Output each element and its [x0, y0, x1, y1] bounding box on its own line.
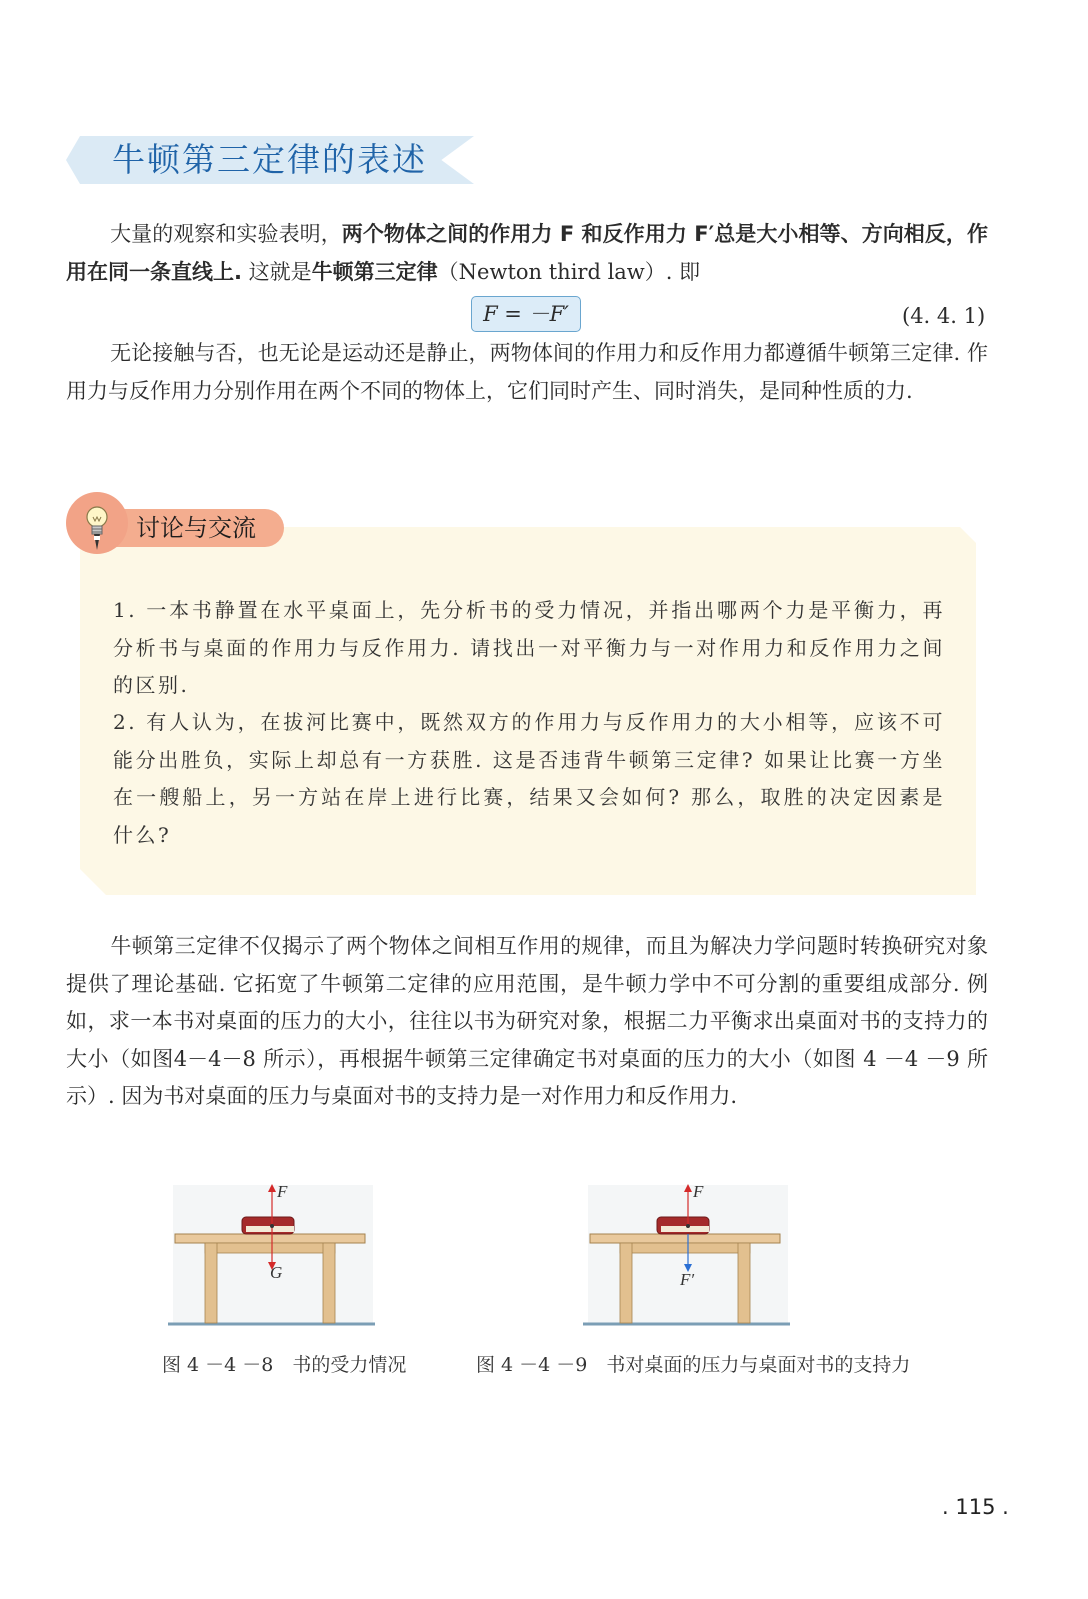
- para1-bold-statement: 两个物体之间的作用力 F 和反作用力 F′总是大小相等、方向相反，作用在同一条直线上.: [66, 222, 988, 284]
- label-support-F: F: [693, 1182, 704, 1201]
- formula-box: F = －F′: [471, 296, 581, 332]
- paragraph-explanation: [66, 335, 988, 410]
- paragraph-application: [66, 928, 988, 1116]
- discussion-question-2: [113, 704, 945, 854]
- para1-text-3: （Newton third law）. 即: [437, 259, 701, 284]
- label-pressure-F-prime: F′: [680, 1270, 695, 1289]
- caption-figure-4-4-8: 图 4 －4 －8 书的受力情况: [162, 1354, 407, 1376]
- para1-text-2: 这就是: [241, 259, 312, 284]
- para1-bold-term: 牛顿第三定律: [311, 259, 438, 284]
- para1-text-1: 大量的观察和实验表明，: [110, 222, 342, 246]
- label-force-F: F: [277, 1182, 288, 1201]
- para3-text: 牛顿第三定律不仅揭示了两个物体之间相互作用的规律，而且为解决力学问题时转换研究对象提供了理论基础. 它拓宽了牛顿第二定律的应用范围，是牛顿力学中不可分割的重要组成部分. 例如，求一本书对桌面的压力的大小，往往以书为研究对象，根据二力平衡求出桌面对书的支持力的大小（如图4－4－8 所示），再根据牛顿第三定律确定书对桌面的压力的大小（如图 4 －4 －9 所示）. 因为书对桌面的压力与桌面对书的支持力是一对作用力和反作用力.: [66, 934, 988, 1108]
- para2-text: 无论接触与否，也无论是运动还是静止，两物体间的作用力和反作用力都遵循牛顿第三定律. 作用力与反作用力分别作用在两个不同的物体上，它们同时产生、同时消失，是同种性质的力.: [66, 341, 988, 403]
- paragraph-third-law: [66, 216, 988, 291]
- discussion-title: 讨论与交流: [136, 514, 256, 542]
- lightbulb-icon: [66, 492, 128, 554]
- page-number: . 115 .: [942, 1495, 1009, 1519]
- section-title: 牛顿第三定律的表述: [112, 140, 427, 179]
- label-gravity-G: G: [270, 1263, 283, 1282]
- discussion-q2-text: 2. 有人认为，在拔河比赛中，既然双方的作用力与反作用力的大小相等，应该不可能分出胜负，实际上却总有一方获胜. 这是否违背牛顿第三定律? 如果让比赛一方坐在一艘船上，另一方站在岸上进行比赛，结果又会如何? 那么，取胜的决定因素是什么?: [113, 710, 945, 847]
- figure-book-forces: [165, 1180, 380, 1330]
- equation-number: (4. 4. 1): [902, 304, 986, 328]
- discussion-question-1: [113, 592, 945, 705]
- figure-action-reaction: [580, 1180, 795, 1330]
- discussion-q1-text: 1. 一本书静置在水平桌面上，先分析书的受力情况，并指出哪两个力是平衡力，再分析书与桌面的作用力与反作用力. 请找出一对平衡力与一对作用力和反作用力之间的区别.: [113, 598, 945, 697]
- caption-figure-4-4-9: 图 4 －4 －9 书对桌面的压力与桌面对书的支持力: [476, 1354, 911, 1376]
